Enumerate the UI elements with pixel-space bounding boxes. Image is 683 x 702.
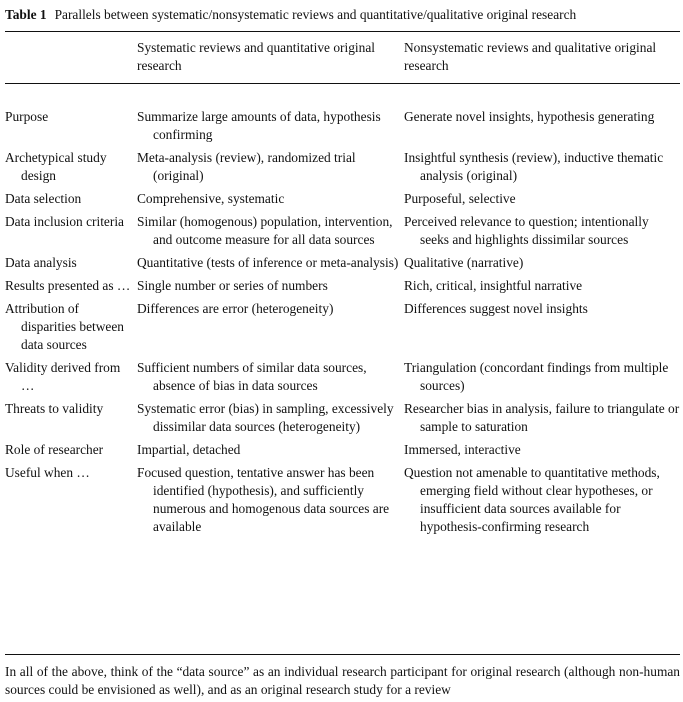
row-label-cell: Archetypical study design <box>5 150 107 183</box>
table-row <box>5 89 680 149</box>
row-label-cell: Validity derived from … <box>5 360 121 393</box>
bottom-rule <box>5 654 680 655</box>
systematic-cell: Meta-analysis (review), randomized trial (original) <box>137 150 356 183</box>
nonsystematic-cell: Differences suggest novel insights <box>404 301 588 316</box>
systematic-cell: Systematic error (bias) in sampling, excessively dissimilar data sources (heterogeneity) <box>137 401 394 434</box>
row-label-cell: Attribution of disparities between data sources <box>5 301 124 352</box>
table-row <box>5 464 680 541</box>
table-row <box>5 400 680 441</box>
systematic-cell: Similar (homogenous) population, intervention, and outcome measure for all data sources <box>137 214 393 247</box>
table-row <box>5 213 680 254</box>
parallels-table <box>5 36 680 541</box>
row-label-cell: Useful when … <box>5 465 90 480</box>
nonsystematic-cell: Triangulation (concordant findings from multiple sources) <box>404 360 669 393</box>
table-header-row <box>5 36 680 89</box>
top-rule <box>5 31 680 32</box>
nonsystematic-cell: Researcher bias in analysis, failure to triangulate or sample to saturation <box>404 401 680 434</box>
nonsystematic-cell: Immersed, interactive <box>404 442 521 457</box>
row-label-cell: Results presented as … <box>5 278 131 293</box>
row-label-cell: Threats to validity <box>5 401 104 416</box>
nonsystematic-cell: Purposeful, selective <box>404 191 516 206</box>
table-caption <box>5 6 681 23</box>
table-label: Table 1 <box>5 7 47 22</box>
systematic-cell: Sufficient numbers of similar data sources, absence of bias in data sources <box>137 360 367 393</box>
systematic-cell: Impartial, detached <box>137 442 241 457</box>
table-row <box>5 300 680 359</box>
table-body <box>5 89 680 541</box>
header-blank <box>5 36 137 89</box>
systematic-cell: Single number or series of numbers <box>137 278 328 293</box>
table-row <box>5 441 680 464</box>
systematic-cell: Summarize large amounts of data, hypothesis confirming <box>137 109 381 142</box>
row-label-cell: Data selection <box>5 191 82 206</box>
table-footnote: In all of the above, think of the “data source” as an individual research participant for original research (although non-human sources could be envisioned as well), and as an original research study for a review <box>5 664 680 697</box>
nonsystematic-cell: Rich, critical, insightful narrative <box>404 278 583 293</box>
table-title: Parallels between systematic/nonsystematic reviews and quantitative/qualitative original research <box>54 7 577 22</box>
table-row <box>5 254 680 277</box>
table-row <box>5 359 680 400</box>
table-row <box>5 277 680 300</box>
header-systematic: Systematic reviews and quantitative original research <box>137 40 375 73</box>
systematic-cell: Differences are error (heterogeneity) <box>137 301 334 316</box>
table-row <box>5 190 680 213</box>
nonsystematic-cell: Question not amenable to quantitative methods, emerging field without clear hypotheses, or insufficient data sources available for hypothesis-confirming research <box>404 465 660 534</box>
nonsystematic-cell: Qualitative (narrative) <box>404 255 524 270</box>
table-row <box>5 149 680 190</box>
systematic-cell: Quantitative (tests of inference or meta-analysis) <box>137 255 399 270</box>
row-label-cell: Purpose <box>5 109 49 124</box>
nonsystematic-cell: Generate novel insights, hypothesis generating <box>404 109 655 124</box>
nonsystematic-cell: Perceived relevance to question; intentionally seeks and highlights dissimilar sources <box>404 214 649 247</box>
row-label-cell: Data inclusion criteria <box>5 214 124 229</box>
systematic-cell: Focused question, tentative answer has been identified (hypothesis), and sufficiently numerous and homogenous data sources are available <box>137 465 390 534</box>
row-label-cell: Data analysis <box>5 255 77 270</box>
header-nonsystematic: Nonsystematic reviews and qualitative original research <box>404 40 657 73</box>
nonsystematic-cell: Insightful synthesis (review), inductive thematic analysis (original) <box>404 150 664 183</box>
row-label-cell: Role of researcher <box>5 442 104 457</box>
systematic-cell: Comprehensive, systematic <box>137 191 285 206</box>
